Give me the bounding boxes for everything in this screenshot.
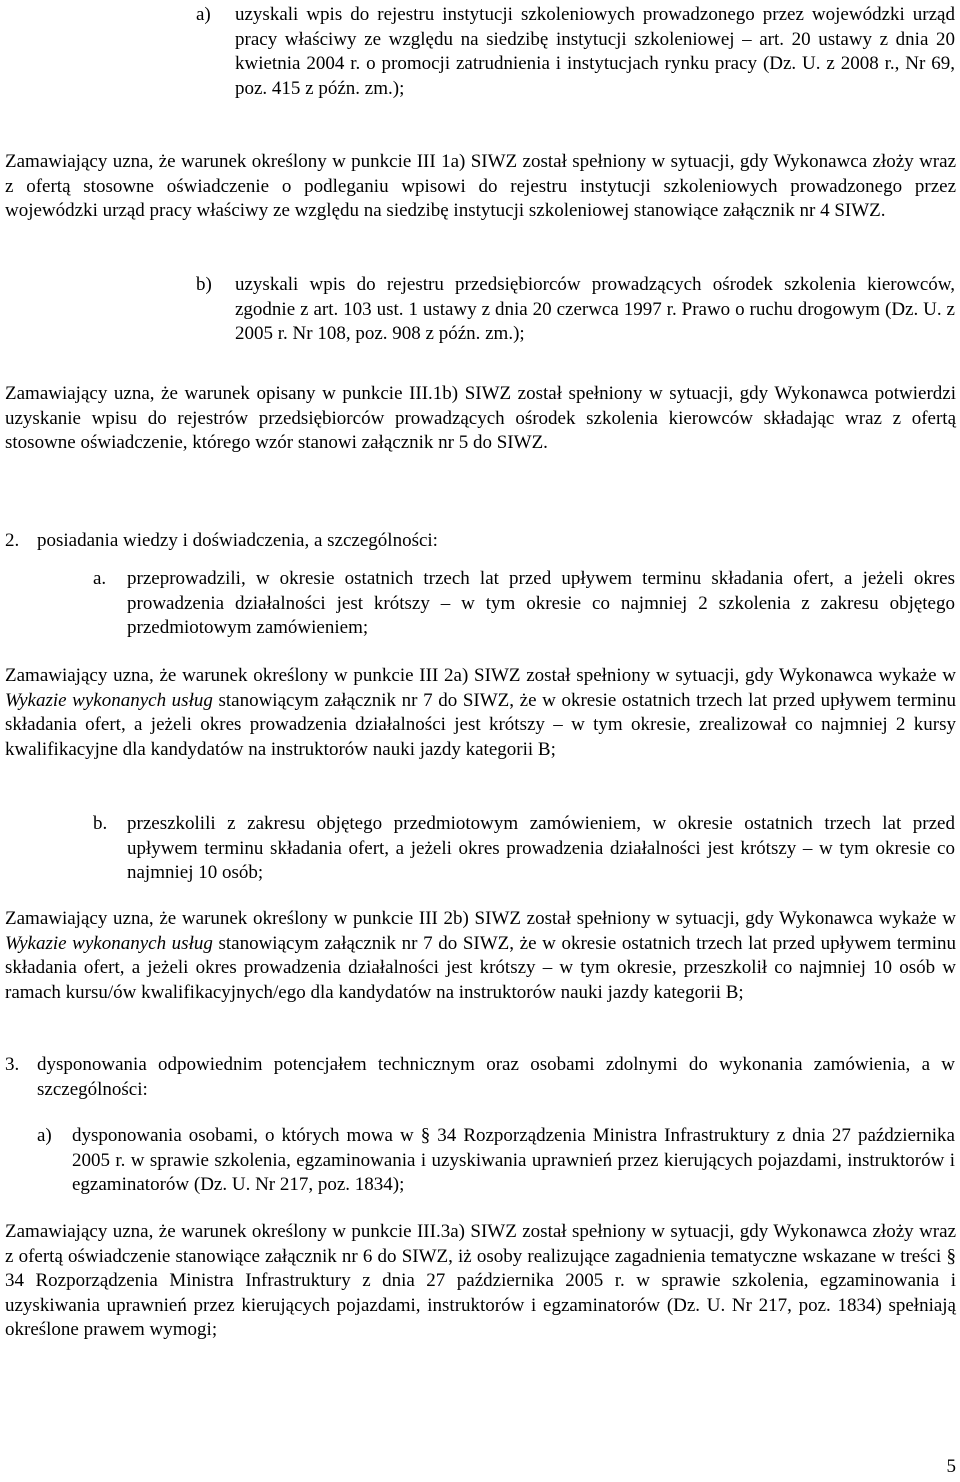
item-b1-text: uzyskali wpis do rejestru przedsiębiorców prowadzących ośrodek szkolenia kierowców, zgodnie z art. 103 ust. 1 ustawy z dnia 20 czerwca 1997 r. Prawo o ruchu drogowym (Dz. U. z 2005 r. Nr 108, poz. 908 z późn. zm.); xyxy=(235,274,955,344)
item-a1-text: uzyskali wpis do rejestru instytucji szkoleniowych prowadzonego przez wojewódzki urząd pracy właściwy ze względu na siedzibę instytucji szkoleniowej – art. 20 ustawy z dnia 20 kwietnia 2004 r. o promocji zatrudnienia i instytucjach rynku pracy (Dz. U. z 2008 r., Nr 69, poz. 415 z późn. zm.); xyxy=(235,4,955,99)
paragraph-condition-2a-italic: Wykazie wykonanych usług xyxy=(5,689,213,711)
section-3-title: dysponowania odpowiednim potencjałem technicznym oraz osobami zdolnymi do wykonania zamówienia, a w szczególności: xyxy=(37,1054,955,1100)
paragraph-condition-2a-end: stanowiącym załącznik nr 7 do SIWZ, że w okresie ostatnich trzech lat przed upływem terminu składania ofert, a jeżeli okres prowadzenia działalności jest krótszy – w tym okresie, zrealizował co najmniej 2 kursy kwalifikacyjne dla kandydatów na instruktorów nauki jazdy kategorii B; xyxy=(5,689,956,760)
item-a2-text: przeprowadzili, w okresie ostatnich trzech lat przed upływem terminu składania ofert, a jeżeli okres prowadzenia działalności jest krótszy – w tym okresie co najmniej 2 szkolenia z zakresu objętego przedmiotowym zamówieniem; xyxy=(127,568,955,638)
item-a2-label: a. xyxy=(93,568,107,589)
paragraph-condition-3a: Zamawiający uzna, że warunek określony w punkcie III.3a) SIWZ został spełniony w sytuacji, gdy Wykonawca złoży wraz z ofertą oświadczenie stanowiące załącznik nr 6 do SIWZ, iż osoby realizujące zagadnienia tematyczne wskazane w treści § 34 Rozporządzenia Ministra Infrastruktury z dnia 27 października 2005 r. w sprawie szkolenia, egzaminowania i uzyskiwania uprawnień przez kierujących pojazdami, instruktorów i egzaminatorów (Dz. U. Nr 217, poz. 1834) spełniają określone prawem wymogi; xyxy=(5,1221,956,1340)
paragraph-condition-1b: Zamawiający uzna, że warunek opisany w punkcie III.1b) SIWZ został spełniony w sytuacji, gdy Wykonawca potwierdzi uzyskanie wpisu do rejestrów przedsiębiorców prowadzących ośrodek szkolenia kierowców składając wraz z ofertą stosowne oświadczenie, którego wzór stanowi załącznik nr 5 do SIWZ. xyxy=(5,383,956,453)
paragraph-condition-2a xyxy=(5,664,956,762)
page-number: 5 xyxy=(946,1456,956,1477)
paragraph-condition-2b-italic: Wykazie wykonanych usług xyxy=(5,932,213,954)
item-b2-text: przeszkolili z zakresu objętego przedmiotowym zamówieniem, w okresie ostatnich trzech lat przed upływem terminu składania ofert, a jeżeli okres prowadzenia działalności jest krótszy – w tym okresie co najmniej 10 osób; xyxy=(127,813,955,883)
paragraph-condition-2a-start: Zamawiający uzna, że warunek określony w punkcie III 2a) SIWZ został spełniony w sytuacji, gdy Wykonawca wykaże w xyxy=(5,665,956,686)
item-b2-label: b. xyxy=(93,813,108,834)
item-a3-text: dysponowania osobami, o których mowa w § 34 Rozporządzenia Ministra Infrastruktury z dnia 27 października 2005 r. w sprawie szkolenia, egzaminowania i uzyskiwania uprawnień przez kierujących pojazdami, instruktorów i egzaminatorów (Dz. U. Nr 217, poz. 1834); xyxy=(72,1125,955,1195)
paragraph-condition-2b xyxy=(5,907,956,1005)
section-3-label: 3. xyxy=(5,1054,20,1075)
item-b1-label: b) xyxy=(196,274,212,295)
paragraph-condition-2b-start: Zamawiający uzna, że warunek określony w punkcie III 2b) SIWZ został spełniony w sytuacji, gdy Wykonawca wykaże w xyxy=(5,908,956,929)
paragraph-condition-2b-end: stanowiącym załącznik nr 7 do SIWZ, że w okresie ostatnich trzech lat przed upływem terminu składania ofert, a jeżeli okres prowadzenia działalności jest krótszy – w tym okresie, przeszkolił co najmniej 10 osób w ramach kursu/ów kwalifikacyjnych/ego dla kandydatów na instruktorów nauki jazdy kategorii B; xyxy=(5,932,956,1003)
paragraph-condition-1a: Zamawiający uzna, że warunek określony w punkcie III 1a) SIWZ został spełniony w sytuacji, gdy Wykonawca złoży wraz z ofertą stosowne oświadczenie o podleganiu wpisowi do rejestru instytucji szkoleniowych prowadzonego przez wojewódzki urząd pracy właściwy ze względu na siedzibę instytucji szkoleniowej stanowiące załącznik nr 4 SIWZ. xyxy=(5,151,956,221)
item-a3-label: a) xyxy=(37,1125,52,1146)
section-2-label: 2. xyxy=(5,530,20,551)
section-2-title: posiadania wiedzy i doświadczenia, a szczególności: xyxy=(37,530,438,551)
item-a1-label: a) xyxy=(196,4,211,25)
